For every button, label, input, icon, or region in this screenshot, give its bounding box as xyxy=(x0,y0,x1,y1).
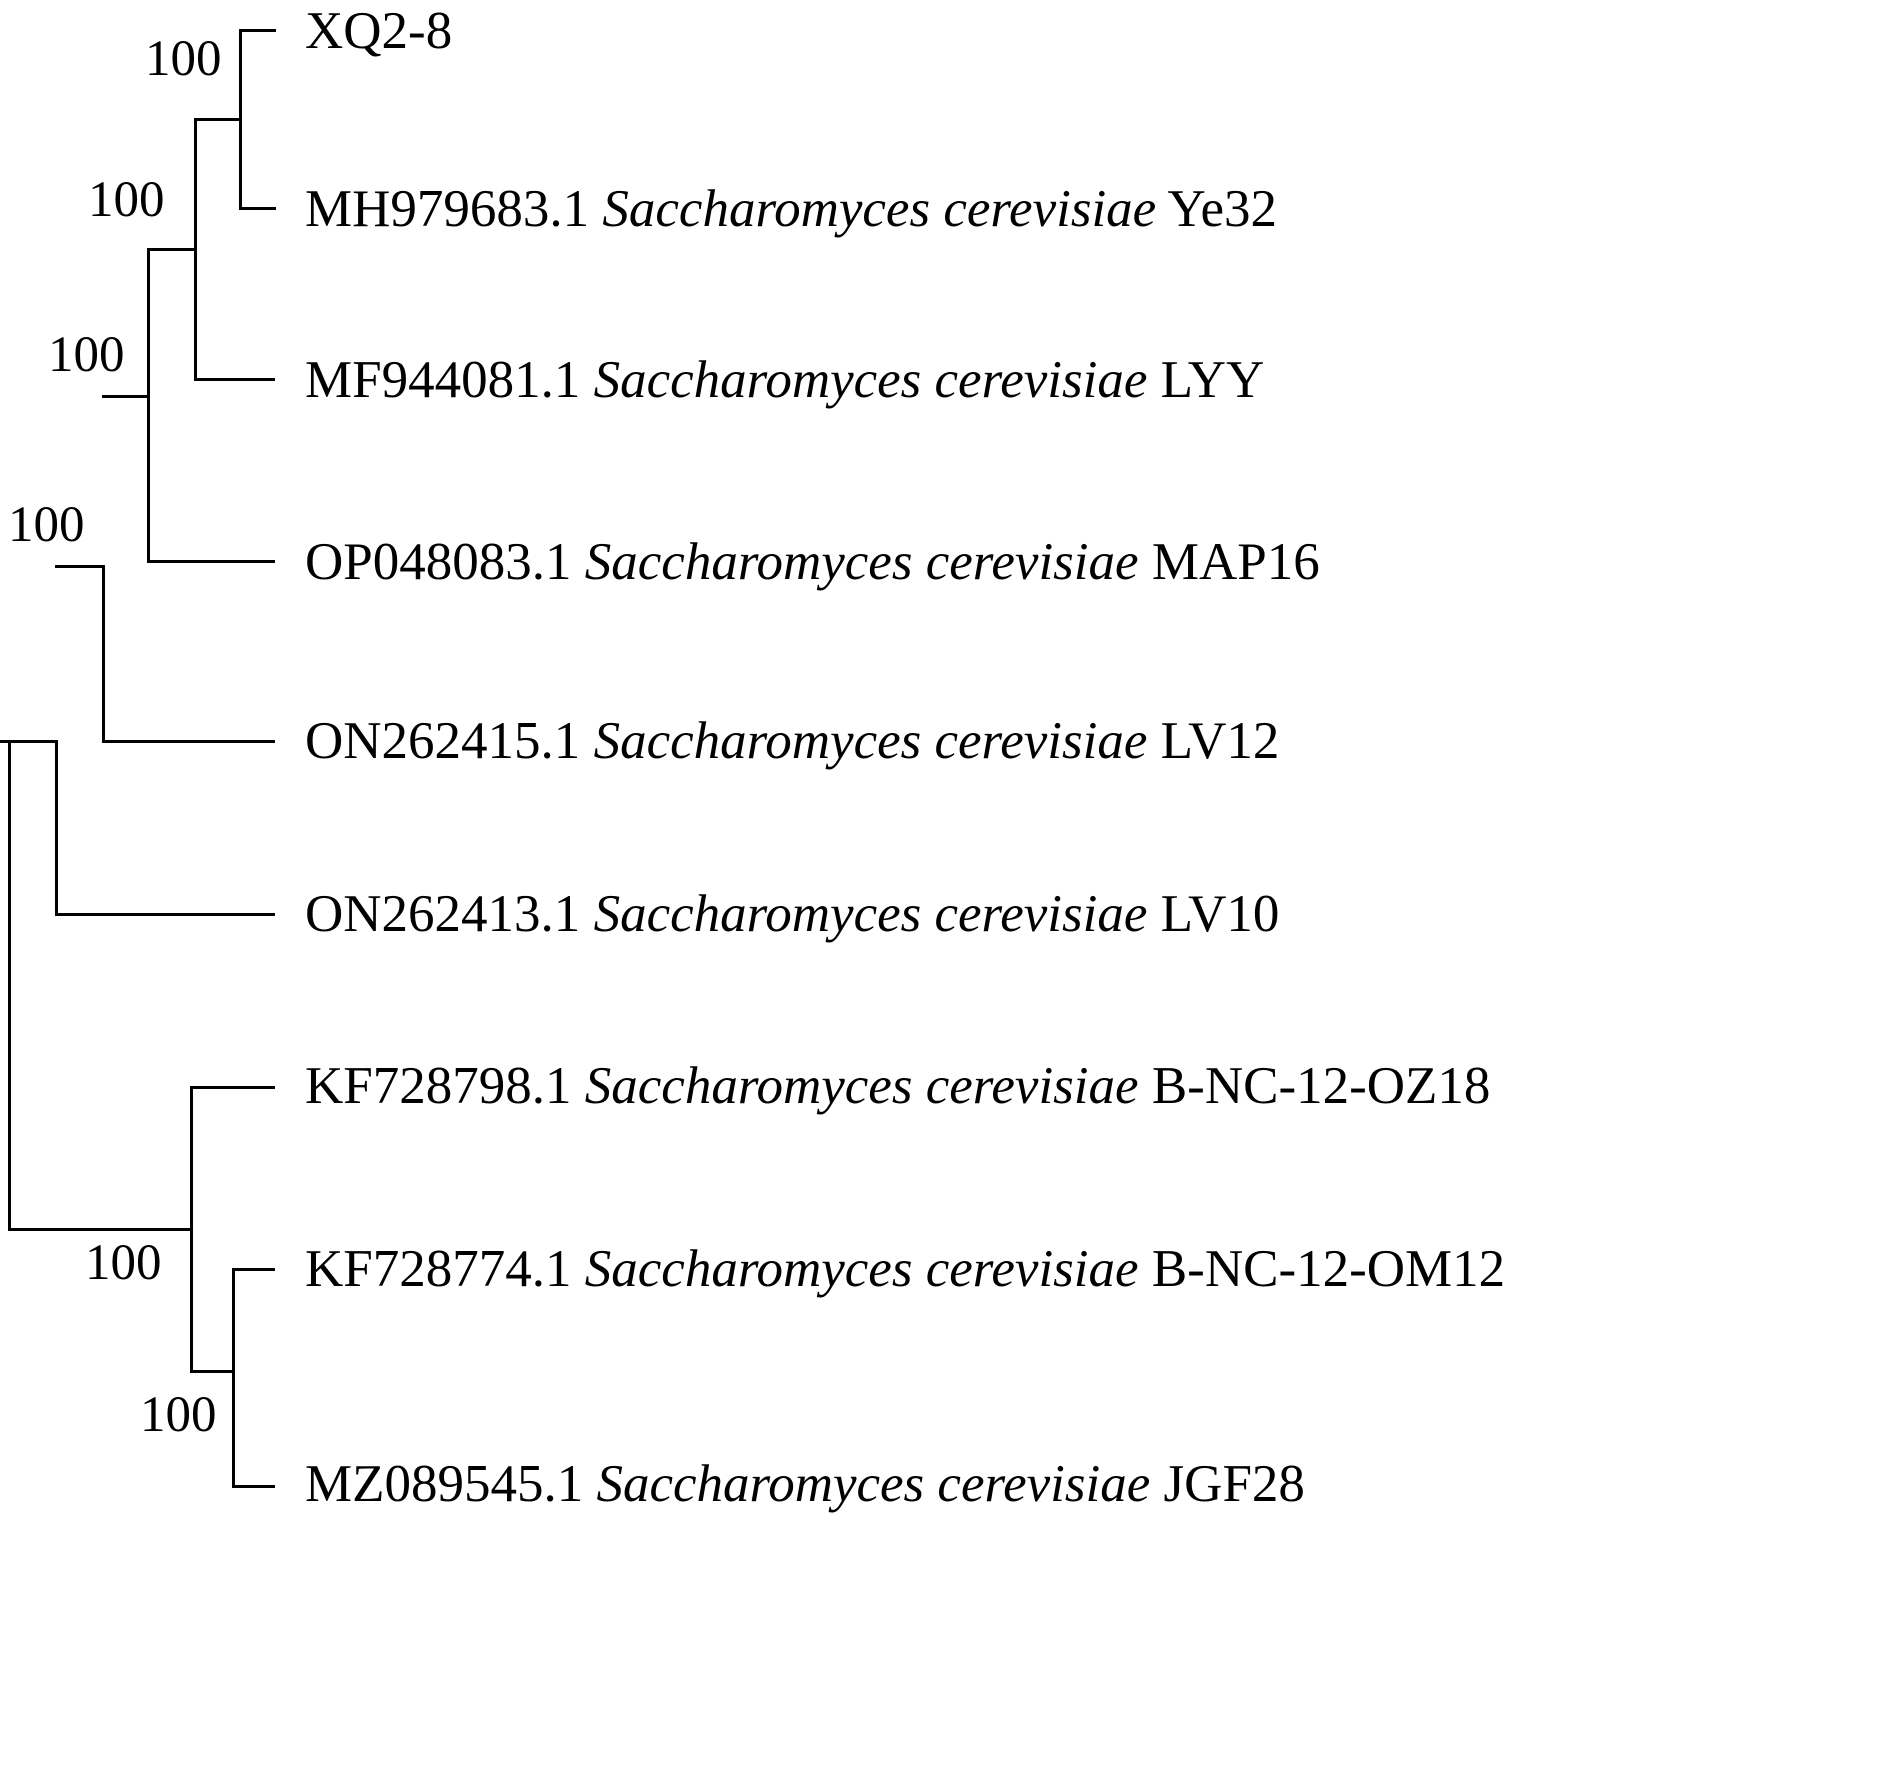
branch-nodeA-horizontal xyxy=(8,740,58,743)
branch-nodeE-horizontal xyxy=(194,118,242,121)
taxon-species-kf728798: Saccharomyces cerevisiae xyxy=(584,1057,1139,1115)
taxon-strain-kf728798: B-NC-12-OZ18 xyxy=(1151,1057,1491,1115)
branch-nodeA-vertical xyxy=(55,740,58,915)
taxon-label-on262413 xyxy=(305,885,1280,943)
branch-nodeB-horizontal xyxy=(55,565,105,568)
branch-leaf-xq2-8 xyxy=(239,29,276,32)
taxon-accession-on262413: ON262413.1 xyxy=(305,885,581,943)
support-value-lyy-clade: 100 xyxy=(88,172,165,228)
taxon-strain-on262413: LV10 xyxy=(1160,885,1280,943)
taxon-accession-mf944081: MF944081.1 xyxy=(305,351,581,409)
taxon-strain-mz089545: JGF28 xyxy=(1163,1455,1305,1513)
taxon-accession-kf728774: KF728774.1 xyxy=(305,1240,572,1298)
branch-leaf-mz089545 xyxy=(232,1485,275,1488)
taxon-text-xq2-8: XQ2-8 xyxy=(305,2,453,60)
branch-leaf-on262415 xyxy=(102,740,275,743)
taxon-label-kf728798 xyxy=(305,1057,1491,1115)
taxon-label-kf728774 xyxy=(305,1240,1506,1298)
taxon-label-op048083 xyxy=(305,533,1320,591)
taxon-strain-on262415: LV12 xyxy=(1160,712,1280,770)
branch-leaf-on262413 xyxy=(55,913,275,916)
branch-nodeE-vertical xyxy=(239,30,242,210)
branch-leaf-op048083 xyxy=(147,560,275,563)
branch-nodeF-horizontal xyxy=(190,1370,235,1373)
branch-nodeD-horizontal xyxy=(147,248,197,251)
branch-kf-clade-vertical xyxy=(190,1087,193,1372)
taxon-accession-mh979683: MH979683.1 xyxy=(305,180,590,238)
taxon-species-on262413: Saccharomyces cerevisiae xyxy=(593,885,1148,943)
branch-leaf-kf728798 xyxy=(190,1086,275,1089)
taxon-accession-mz089545: MZ089545.1 xyxy=(305,1455,584,1513)
branch-leaf-kf728774 xyxy=(232,1268,275,1271)
taxon-accession-on262415: ON262415.1 xyxy=(305,712,581,770)
support-value-lv12-clade: 100 xyxy=(8,497,85,553)
support-value-om12-jgf28: 100 xyxy=(140,1387,217,1443)
branch-nodeC-horizontal xyxy=(102,395,150,398)
taxon-species-mh979683: Saccharomyces cerevisiae xyxy=(602,180,1157,238)
taxon-accession-op048083: OP048083.1 xyxy=(305,533,572,591)
support-value-xq2-ye32: 100 xyxy=(145,31,222,87)
taxon-label-on262415 xyxy=(305,712,1280,770)
taxon-accession-kf728798: KF728798.1 xyxy=(305,1057,572,1115)
taxon-species-op048083: Saccharomyces cerevisiae xyxy=(584,533,1139,591)
taxon-strain-kf728774: B-NC-12-OM12 xyxy=(1151,1240,1506,1298)
taxon-strain-op048083: MAP16 xyxy=(1151,533,1320,591)
branch-nodeC-vertical xyxy=(147,248,150,563)
taxon-strain-mf944081: LYY xyxy=(1160,351,1265,409)
branch-kf-clade-horizontal xyxy=(8,1228,193,1231)
taxon-label-mh979683 xyxy=(305,180,1277,238)
branch-nodeB-vertical xyxy=(102,565,105,743)
branch-leaf-mh979683 xyxy=(239,207,276,210)
taxon-label-xq2-8 xyxy=(305,2,453,60)
branch-nodeF-vertical xyxy=(232,1268,235,1488)
taxon-label-mz089545 xyxy=(305,1455,1305,1513)
taxon-species-kf728774: Saccharomyces cerevisiae xyxy=(584,1240,1139,1298)
taxon-label-mf944081 xyxy=(305,351,1265,409)
taxon-species-mz089545: Saccharomyces cerevisiae xyxy=(596,1455,1151,1513)
taxon-species-mf944081: Saccharomyces cerevisiae xyxy=(593,351,1148,409)
taxon-strain-mh979683: Ye32 xyxy=(1167,180,1277,238)
branch-root-vertical xyxy=(8,740,11,1230)
support-value-kf-clade: 100 xyxy=(85,1235,162,1291)
support-value-map16-clade: 100 xyxy=(48,327,125,383)
branch-leaf-mf944081 xyxy=(194,378,275,381)
branch-nodeD-vertical xyxy=(194,118,197,380)
taxon-species-on262415: Saccharomyces cerevisiae xyxy=(593,712,1148,770)
